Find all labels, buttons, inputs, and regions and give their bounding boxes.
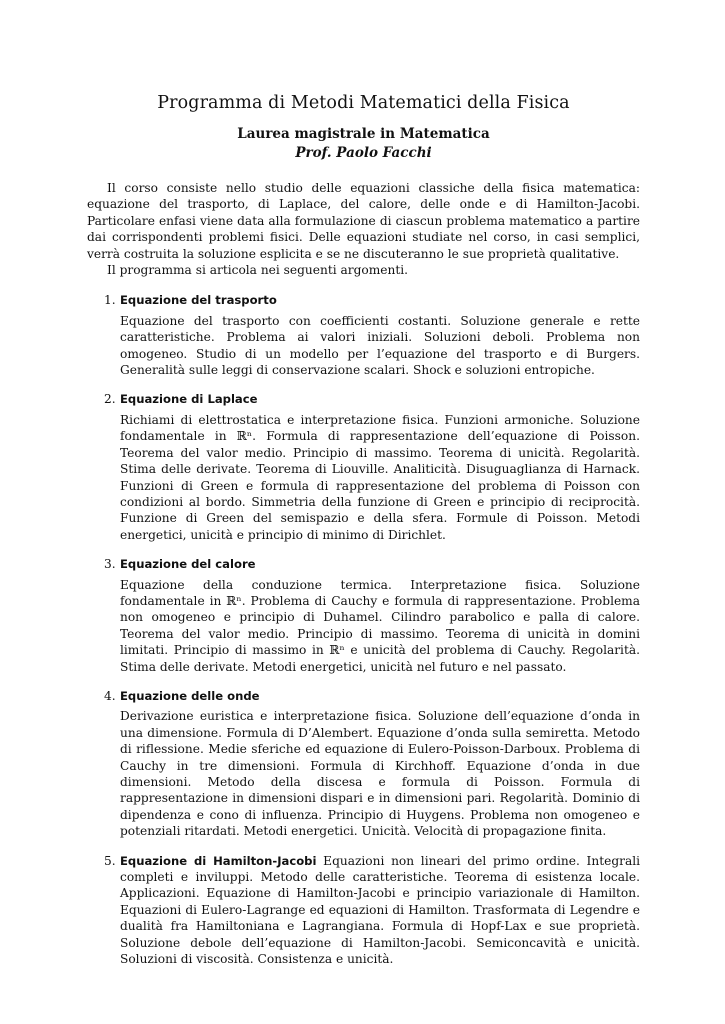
topic-item — [87, 688, 640, 840]
topic-heading: Equazione del trasporto — [120, 293, 277, 308]
topic-item — [87, 391, 640, 543]
professor-name: Prof. Paolo Facchi — [295, 145, 432, 161]
topic-item — [87, 292, 640, 378]
course-subtitle: Laurea magistrale in Matematica — [237, 126, 490, 142]
topic-body: Equazioni non lineari del primo ordine. Integrali completi e inviluppi. Metodo delle caratteristiche. Teorema di esistenza locale. Applicazioni. Equazione di Hamilton-Jacobi e principio variazionale di Hamilton. Equazioni di Eulero-Lagrange ed equazioni di Hamilton. Trasformata di Legendre e dualità fra Hamiltoniana e Lagrangiana. Formula di Hopf-Lax e sue proprietà. Soluzione debole dell’equazione di Hamilton-Jacobi. Semiconcavità e unicità. Soluzioni di viscosità. Consistenza e unicità. — [120, 853, 641, 967]
topic-body: Derivazione euristica e interpretazione fisica. Soluzione dell’equazione d’onda in una dimensione. Formula di D’Alembert. Equazione d’onda sulla semiretta. Metodo di riflessione. Medie sferiche ed equazione di Eulero-Poisson-Darboux. Problema di Cauchy in tre dimensioni. Formula di Kirchhoff. Equazione d’onda in due dimensioni. Metodo della discesa e formula di Poisson. Formula di rappresentazione in dimensioni dispari e in dimensioni pari. Regolarità. Dominio di dipendenza e cono di influenza. Principio di Huygens. Problema non omogeneo e potenziali ritardati. Metodi energetici. Unicità. Velocità di propagazione finita. — [120, 709, 640, 839]
topic-body: Equazione della conduzione termica. Interpretazione fisica. Soluzione fondamentale in ℝⁿ. Problema di Cauchy e formula di rappresentazione. Problema non omogeneo e principio di Duhamel. Cilindro parabolico e palla di calore. Teorema del valor medio. Principio di massimo. Teorema di unicità in domini limitati. Principio di massimo in ℝⁿ e unicità del problema di Cauchy. Regolarità. Stima delle derivate. Metodi energetici, unicità nel futuro e nel passato. — [120, 577, 640, 674]
topic-number: 5. — [104, 853, 116, 868]
topic-list — [87, 292, 640, 967]
topic-heading: Equazione di Hamilton-Jacobi — [120, 853, 317, 868]
topic-number: 2. — [104, 392, 116, 407]
topic-number: 3. — [104, 557, 116, 572]
topic-body: Equazione del trasporto con coefficienti costanti. Soluzione generale e rette caratteristiche. Problema ai valori iniziali. Soluzioni deboli. Problema non omogeneo. Studio di un modello per l’equazione del trasporto e di Burgers. Generalità sulle leggi di conservazione scalari. Shock e soluzioni entropiche. — [120, 313, 640, 378]
intro-section — [87, 180, 640, 278]
topic-content — [120, 853, 640, 968]
topic-heading: Equazione delle onde — [120, 688, 260, 703]
topic-heading: Equazione di Laplace — [120, 392, 258, 407]
topic-number: 4. — [104, 688, 116, 703]
topic-body: Richiami di elettrostatica e interpretazione fisica. Funzioni armoniche. Soluzione fondamentale in ℝⁿ. Formula di rappresentazione dell’equazione di Poisson. Teorema del valor medio. Principio di massimo. Teorema di unicità. Regolarità. Stima delle derivate. Teorema di Liouville. Analiticità. Disuguaglianza di Harnack. Funzioni di Green e formula di rappresentazione del problema di Poisson con condizioni al bordo. Simmetria della funzione di Green e principio di reciprocità. Funzione di Green del semispazio e della sfera. Formule di Poisson. Metodi energetici, unicità e principio di minimo di Dirichlet. — [120, 412, 640, 542]
intro-paragraph: Il programma si articola nei seguenti argomenti. — [107, 263, 409, 278]
page-title: Programma di Metodi Matematici della Fisica — [157, 93, 570, 113]
topic-item — [87, 556, 640, 675]
document-page — [87, 93, 640, 980]
topic-number: 1. — [104, 293, 116, 308]
topic-heading: Equazione del calore — [120, 557, 256, 572]
intro-paragraph: Il corso consiste nello studio delle equazioni classiche della fisica matematica: equazione del trasporto, di Laplace, del calore, delle onde e di Hamilton-Jacobi. Particolare enfasi viene data alla formulazione di ciascun problema matematico a partire dai corrispondenti problemi fisici. Delle equazioni studiate nel corso, in casi semplici, verrà costruita la soluzione esplicita e se ne discuteranno le sue proprietà qualitative. — [87, 181, 640, 261]
topic-item — [87, 853, 640, 968]
